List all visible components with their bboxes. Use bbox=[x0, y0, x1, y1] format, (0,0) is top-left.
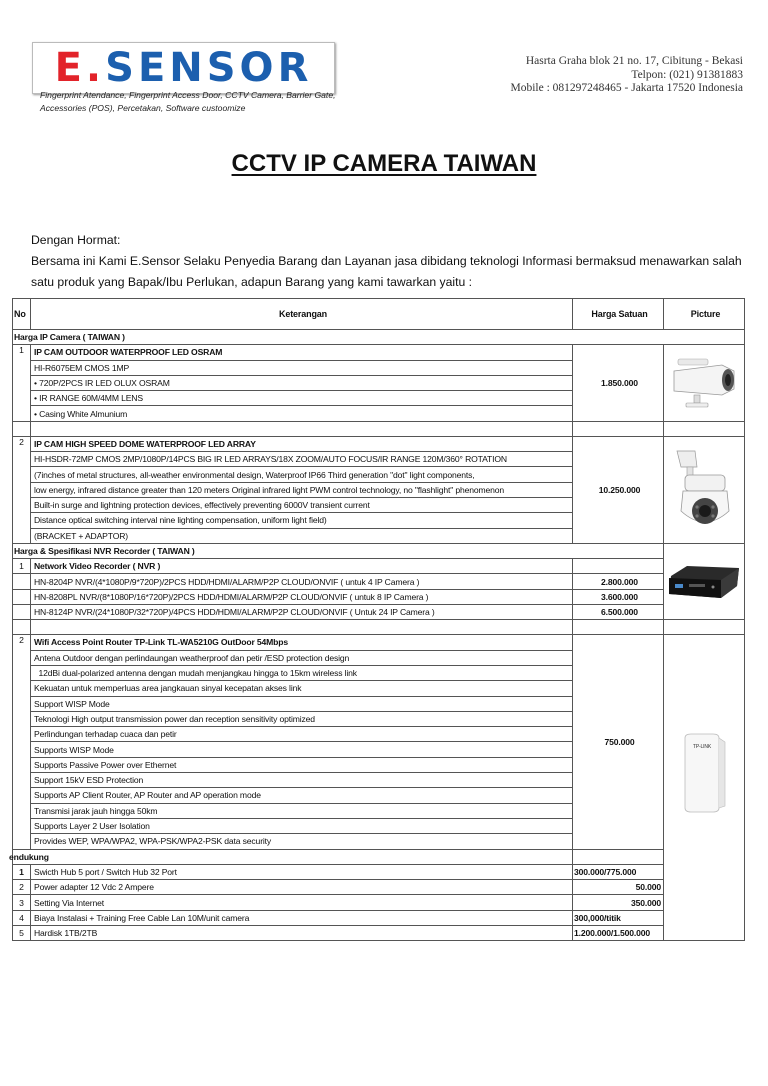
spec-line: Supports Layer 2 User Isolation bbox=[31, 818, 573, 833]
spec-line: Kekuatan untuk memperluas area jangkauan sinyal kecepatan akses link bbox=[31, 681, 573, 696]
intro-body: Bersama ini Kami E.Sensor Selaku Penyedia Barang dan Layanan jasa dibidang teknologi Informasi bermaksud menawarkan salah satu produk yang Bapak/Ibu Perlukan, adapun Barang yang kami tawarkan yaitu : bbox=[31, 254, 742, 289]
table-row bbox=[13, 574, 745, 589]
row-number: 1 bbox=[13, 559, 31, 574]
spacer-row bbox=[13, 620, 745, 635]
item-name: Network Video Recorder ( NVR ) bbox=[31, 559, 573, 574]
spec-line: • 720P/2PCS IR LED OLUX OSRAM bbox=[31, 375, 573, 390]
item-price: 3.600.000 bbox=[573, 589, 664, 604]
header-picture: Picture bbox=[664, 299, 745, 330]
spec-line: HI-R6075EM CMOS 1MP bbox=[31, 360, 573, 375]
table-row bbox=[13, 880, 745, 895]
row-number: 3 bbox=[13, 895, 31, 910]
spec-line: Built-in surge and lightning protection devices, effectively preventing 6000V transient current bbox=[31, 497, 573, 512]
item-price: 50.000 bbox=[573, 880, 664, 895]
support-desc: Biaya Instalasi + Training Free Cable Lan 10M/unit camera bbox=[31, 910, 573, 925]
section-title: Harga & Spesifikasi NVR Recorder ( TAIWAN ) bbox=[13, 543, 664, 558]
section-row-nvr bbox=[13, 543, 745, 558]
table-row bbox=[13, 925, 745, 940]
access-point-image bbox=[679, 732, 729, 814]
page-title: CCTV IP CAMERA TAIWAN bbox=[231, 150, 537, 177]
item-price: 2.800.000 bbox=[573, 574, 664, 589]
nvr-model: HN-8204P NVR/(4*1080P/9*720P)/2PCS HDD/HDMI/ALARM/P2P CLOUD/ONVIF ( untuk 4 IP Camera ) bbox=[31, 574, 573, 589]
table-row bbox=[13, 910, 745, 925]
support-desc: Power adapter 12 Vdc 2 Ampere bbox=[31, 880, 573, 895]
row-number: 5 bbox=[13, 925, 31, 940]
spacer-row bbox=[13, 421, 745, 436]
table-header-row bbox=[13, 299, 745, 330]
support-desc: Setting Via Internet bbox=[31, 895, 573, 910]
spec-line: (BRACKET + ADAPTOR) bbox=[31, 528, 573, 543]
header-no: No bbox=[13, 299, 31, 330]
item-price: 1.200.000/1.500.000 bbox=[573, 925, 664, 940]
table-row bbox=[13, 605, 745, 620]
address-mobile: Mobile : 081297248465 - Jakarta 17520 Indonesia bbox=[510, 82, 743, 94]
row-number: 2 bbox=[13, 635, 31, 849]
company-tagline: Fingerprint Atendance, Fingerprint Access Door, CCTV Camera, Barrier Gate, Accessories (POS), Percetakan, Software custoomize bbox=[40, 90, 336, 113]
row-number: 1 bbox=[13, 864, 31, 879]
spec-line: • IR RANGE 60M/4MM LENS bbox=[31, 391, 573, 406]
item-price: 10.250.000 bbox=[573, 436, 664, 543]
item-price: 750.000 bbox=[573, 635, 664, 849]
picture-cell bbox=[664, 635, 745, 941]
table-row bbox=[13, 589, 745, 604]
spec-line: HI-HSDR-72MP CMOS 2MP/1080P/14PCS BIG IR LED ARRAYS/18X ZOOM/AUTO FOCUS/IR RANGE 120M/360° ROTATION bbox=[31, 452, 573, 467]
address-line-1: Hasrta Graha blok 21 no. 17, Cibitung - Bekasi bbox=[525, 55, 743, 67]
spec-line: Provides WEP, WPA/WPA2, WPA-PSK/WPA2-PSK data security bbox=[31, 834, 573, 849]
address-phone: Telpon: (021) 91381883 bbox=[631, 68, 743, 81]
bullet-camera-image bbox=[668, 357, 740, 409]
spec-line: Perlindungan terhadap cuaca dan petir bbox=[31, 727, 573, 742]
support-desc: Swicth Hub 5 port / Switch Hub 32 Port bbox=[31, 864, 573, 879]
speed-dome-camera-image bbox=[673, 445, 735, 535]
nvr-recorder-image bbox=[667, 562, 741, 602]
header-harga: Harga Satuan bbox=[573, 299, 664, 330]
spec-line: Supports WISP Mode bbox=[31, 742, 573, 757]
spec-line: (7inches of metal structures, all-weather environmental design, Waterproof IP66 Third generation "dot" light components, bbox=[31, 467, 573, 482]
table-row bbox=[13, 559, 745, 574]
intro-paragraph bbox=[31, 230, 751, 293]
spec-line: Supports Passive Power over Ethernet bbox=[31, 757, 573, 772]
nvr-model: HN-8124P NVR/(24*1080P/32*720P)/4PCS HDD/HDMI/ALARM/P2P CLOUD/ONVIF ( Untuk 24 IP Camera ) bbox=[31, 605, 573, 620]
spec-line: 12dBi dual-polarized antenna dengan mudah menjangkau hingga to 15km wireless link bbox=[31, 665, 573, 680]
table-row bbox=[13, 895, 745, 910]
row-number: 4 bbox=[13, 910, 31, 925]
spec-line: Teknologi High output transmission power dan reception sensitivity optimized bbox=[31, 711, 573, 726]
picture-cell bbox=[664, 345, 745, 421]
item-price: 6.500.000 bbox=[573, 605, 664, 620]
spec-line: Support WISP Mode bbox=[31, 696, 573, 711]
spec-line: Antena Outdoor dengan perlindaungan weatherproof dan petir /ESD protection design bbox=[31, 650, 573, 665]
spec-line: Transmisi jarak jauh hingga 50km bbox=[31, 803, 573, 818]
spec-line: Distance optical switching interval nine lighting compensation, uniform light field) bbox=[31, 513, 573, 528]
nvr-model: HN-8208PL NVR/(8*1080P/16*720P)/2PCS HDD/HDMI/ALARM/P2P CLOUD/ONVIF ( untuk 8 IP Camera ) bbox=[31, 589, 573, 604]
price-table bbox=[9, 298, 745, 941]
spec-line: Support 15kV ESD Protection bbox=[31, 773, 573, 788]
item-name: Wifi Access Point Router TP-Link TL-WA5210G OutDoor 54Mbps bbox=[31, 635, 573, 650]
table-row bbox=[13, 345, 745, 360]
item-price: 1.850.000 bbox=[573, 345, 664, 421]
header-keterangan: Keterangan bbox=[31, 299, 573, 330]
logo-text-sensor: SENSOR bbox=[105, 45, 313, 91]
section-title: Harga IP Camera ( TAIWAN ) bbox=[13, 330, 745, 345]
section-row-ip-camera bbox=[13, 330, 745, 345]
support-desc: Hardisk 1TB/2TB bbox=[31, 925, 573, 940]
picture-cell bbox=[664, 543, 745, 619]
item-price: 300.000/775.000 bbox=[573, 864, 664, 879]
spec-line: • Casing White Almunium bbox=[31, 406, 573, 421]
picture-cell bbox=[664, 436, 745, 543]
table-row bbox=[13, 436, 745, 451]
item-price: 300,000/titik bbox=[573, 910, 664, 925]
company-logo bbox=[32, 42, 335, 94]
item-price: 350.000 bbox=[573, 895, 664, 910]
row-number: 1 bbox=[13, 345, 31, 421]
row-number: 2 bbox=[13, 436, 31, 543]
section-row-pendukung bbox=[13, 849, 745, 864]
company-address bbox=[443, 55, 743, 96]
logo-text-e: E. bbox=[54, 45, 106, 91]
section-title: endukung bbox=[13, 849, 573, 864]
table-row bbox=[13, 635, 745, 650]
spec-line: Supports AP Client Router, AP Router and AP operation mode bbox=[31, 788, 573, 803]
greeting: Dengan Hormat: bbox=[31, 233, 121, 247]
table-row bbox=[13, 864, 745, 879]
row-number: 2 bbox=[13, 880, 31, 895]
item-name: IP CAM HIGH SPEED DOME WATERPROOF LED ARRAY bbox=[31, 436, 573, 451]
item-name: IP CAM OUTDOOR WATERPROOF LED OSRAM bbox=[31, 345, 573, 360]
spec-line: low energy, infrared distance greater than 120 meters Original infrared light PWM control technology, no "flashlight" phenomenon bbox=[31, 482, 573, 497]
device-brand-label: TP-LINK bbox=[692, 743, 712, 750]
